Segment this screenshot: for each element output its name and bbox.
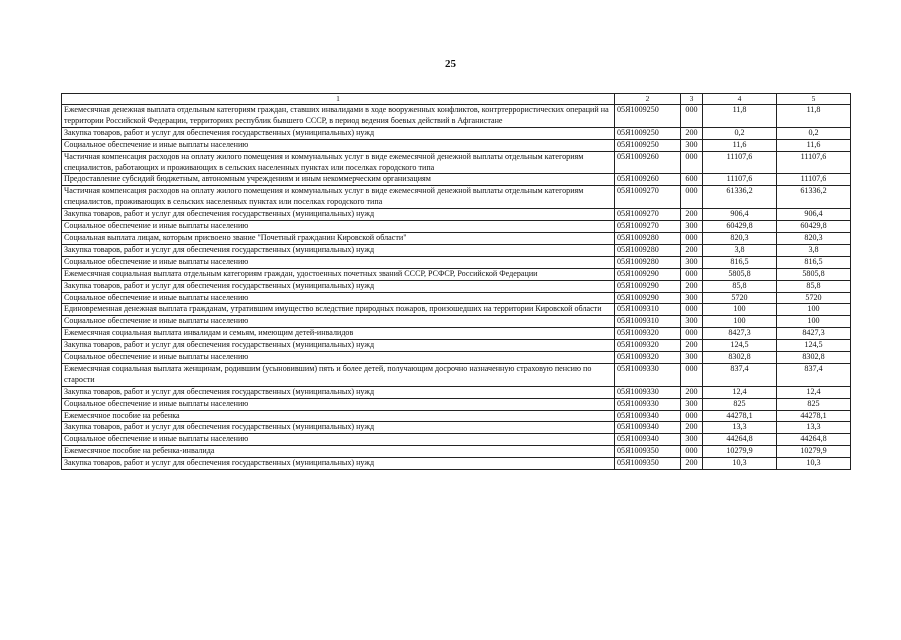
row-code: 05Я1009320 bbox=[615, 328, 681, 340]
row-code: 05Я1009250 bbox=[615, 127, 681, 139]
row-type: 200 bbox=[681, 209, 703, 221]
table-row bbox=[62, 139, 851, 151]
row-value-1: 11107,6 bbox=[703, 151, 777, 174]
row-value-2: 8302,8 bbox=[777, 352, 851, 364]
row-type: 200 bbox=[681, 127, 703, 139]
row-code: 05Я1009310 bbox=[615, 304, 681, 316]
row-name: Социальное обеспечение и иные выплаты населению bbox=[62, 256, 615, 268]
row-value-2: 61336,2 bbox=[777, 186, 851, 209]
row-name: Закупка товаров, работ и услуг для обеспечения государственных (муниципальных) нужд bbox=[62, 340, 615, 352]
row-value-1: 61336,2 bbox=[703, 186, 777, 209]
row-value-2: 13,3 bbox=[777, 422, 851, 434]
row-type: 300 bbox=[681, 139, 703, 151]
row-type: 000 bbox=[681, 304, 703, 316]
row-code: 05Я1009290 bbox=[615, 280, 681, 292]
table-row bbox=[62, 292, 851, 304]
row-value-1: 0,2 bbox=[703, 127, 777, 139]
table-row bbox=[62, 398, 851, 410]
row-value-2: 11107,6 bbox=[777, 174, 851, 186]
row-code: 05Я1009280 bbox=[615, 256, 681, 268]
row-name: Ежемесячное пособие на ребенка-инвалида bbox=[62, 446, 615, 458]
row-code: 05Я1009280 bbox=[615, 232, 681, 244]
row-type: 300 bbox=[681, 316, 703, 328]
table-header-row bbox=[62, 94, 851, 105]
row-value-1: 5805,8 bbox=[703, 268, 777, 280]
row-code: 05Я1009340 bbox=[615, 422, 681, 434]
row-value-2: 837,4 bbox=[777, 363, 851, 386]
row-name: Социальное обеспечение и иные выплаты населению bbox=[62, 398, 615, 410]
row-code: 05Я1009320 bbox=[615, 352, 681, 364]
row-code: 05Я1009350 bbox=[615, 458, 681, 470]
table-row bbox=[62, 328, 851, 340]
row-value-2: 11,8 bbox=[777, 105, 851, 128]
row-value-1: 816,5 bbox=[703, 256, 777, 268]
row-name: Ежемесячная социальная выплата женщинам, родившим (усыновившим) пять и более детей, получающим досрочно назначенную страховую пенсию по старости bbox=[62, 363, 615, 386]
row-value-1: 11,8 bbox=[703, 105, 777, 128]
row-type: 300 bbox=[681, 434, 703, 446]
row-value-2: 3,8 bbox=[777, 244, 851, 256]
row-value-2: 11,6 bbox=[777, 139, 851, 151]
row-code: 05Я1009260 bbox=[615, 174, 681, 186]
row-type: 600 bbox=[681, 174, 703, 186]
row-value-2: 10279,9 bbox=[777, 446, 851, 458]
row-name: Закупка товаров, работ и услуг для обеспечения государственных (муниципальных) нужд bbox=[62, 209, 615, 221]
row-value-1: 906,4 bbox=[703, 209, 777, 221]
row-value-2: 8427,3 bbox=[777, 328, 851, 340]
row-type: 200 bbox=[681, 244, 703, 256]
row-code: 05Я1009290 bbox=[615, 268, 681, 280]
row-name: Закупка товаров, работ и услуг для обеспечения государственных (муниципальных) нужд bbox=[62, 280, 615, 292]
row-code: 05Я1009270 bbox=[615, 221, 681, 233]
header-col-5: 5 bbox=[777, 94, 851, 105]
row-type: 300 bbox=[681, 398, 703, 410]
row-value-1: 100 bbox=[703, 316, 777, 328]
row-value-1: 837,4 bbox=[703, 363, 777, 386]
row-value-1: 124,5 bbox=[703, 340, 777, 352]
row-value-2: 5720 bbox=[777, 292, 851, 304]
row-value-1: 5720 bbox=[703, 292, 777, 304]
row-value-2: 100 bbox=[777, 316, 851, 328]
row-name: Частичная компенсация расходов на оплату жилого помещения и коммунальных услуг в виде ежемесячной денежной выплаты отдельным категориям специалистов, проживающих в сельских населенных пунктах или поселках городского типа bbox=[62, 186, 615, 209]
row-name: Социальное обеспечение и иные выплаты населению bbox=[62, 316, 615, 328]
row-value-2: 60429,8 bbox=[777, 221, 851, 233]
header-col-4: 4 bbox=[703, 94, 777, 105]
row-name: Ежемесячная социальная выплата инвалидам и семьям, имеющим детей-инвалидов bbox=[62, 328, 615, 340]
row-code: 05Я1009310 bbox=[615, 316, 681, 328]
row-value-2: 11107,6 bbox=[777, 151, 851, 174]
row-type: 000 bbox=[681, 151, 703, 174]
row-value-2: 820,3 bbox=[777, 232, 851, 244]
row-value-2: 44278,1 bbox=[777, 410, 851, 422]
row-value-1: 13,3 bbox=[703, 422, 777, 434]
row-value-1: 820,3 bbox=[703, 232, 777, 244]
row-type: 000 bbox=[681, 232, 703, 244]
row-name: Закупка товаров, работ и услуг для обеспечения государственных (муниципальных) нужд bbox=[62, 458, 615, 470]
row-type: 300 bbox=[681, 221, 703, 233]
table-row bbox=[62, 363, 851, 386]
row-code: 05Я1009330 bbox=[615, 363, 681, 386]
table-row bbox=[62, 304, 851, 316]
row-name: Закупка товаров, работ и услуг для обеспечения государственных (муниципальных) нужд bbox=[62, 244, 615, 256]
row-value-1: 85,8 bbox=[703, 280, 777, 292]
row-code: 05Я1009260 bbox=[615, 151, 681, 174]
row-value-2: 124,5 bbox=[777, 340, 851, 352]
row-type: 200 bbox=[681, 386, 703, 398]
row-code: 05Я1009270 bbox=[615, 209, 681, 221]
table-row bbox=[62, 268, 851, 280]
header-col-3: 3 bbox=[681, 94, 703, 105]
table-row bbox=[62, 209, 851, 221]
row-value-1: 60429,8 bbox=[703, 221, 777, 233]
row-type: 000 bbox=[681, 105, 703, 128]
row-type: 200 bbox=[681, 340, 703, 352]
row-name: Социальное обеспечение и иные выплаты населению bbox=[62, 221, 615, 233]
row-type: 200 bbox=[681, 280, 703, 292]
row-value-1: 8302,8 bbox=[703, 352, 777, 364]
row-name: Предоставление субсидий бюджетным, автономным учреждениям и иным некоммерческим организациям bbox=[62, 174, 615, 186]
row-code: 05Я1009290 bbox=[615, 292, 681, 304]
table-row bbox=[62, 151, 851, 174]
row-value-1: 10279,9 bbox=[703, 446, 777, 458]
header-col-1: 1 bbox=[62, 94, 615, 105]
row-type: 000 bbox=[681, 186, 703, 209]
row-code: 05Я1009270 bbox=[615, 186, 681, 209]
row-value-2: 825 bbox=[777, 398, 851, 410]
row-name: Частичная компенсация расходов на оплату жилого помещения и коммунальных услуг в виде ежемесячной денежной выплаты отдельным категориям специалистов, работающих и проживающих в сельских населенных пунктах или поселках городского типа bbox=[62, 151, 615, 174]
row-type: 300 bbox=[681, 256, 703, 268]
row-value-2: 0,2 bbox=[777, 127, 851, 139]
row-name: Ежемесячная денежная выплата отдельным категориям граждан, ставших инвалидами в ходе вооруженных конфликтов, контртеррористических операций на территории Российской Федерации, территориях республик бывшего СССР, в период ведения боевых действий в Афганистане bbox=[62, 105, 615, 128]
table-row bbox=[62, 221, 851, 233]
row-code: 05Я1009320 bbox=[615, 340, 681, 352]
row-name: Ежемесячная социальная выплата отдельным категориям граждан, удостоенных почетных званий СССР, РСФСР, Российской Федерации bbox=[62, 268, 615, 280]
row-code: 05Я1009280 bbox=[615, 244, 681, 256]
row-type: 200 bbox=[681, 422, 703, 434]
row-value-2: 5805,8 bbox=[777, 268, 851, 280]
header-col-2: 2 bbox=[615, 94, 681, 105]
row-name: Социальное обеспечение и иные выплаты населению bbox=[62, 434, 615, 446]
row-name: Социальное обеспечение и иные выплаты населению bbox=[62, 139, 615, 151]
row-value-1: 100 bbox=[703, 304, 777, 316]
row-code: 05Я1009250 bbox=[615, 139, 681, 151]
row-type: 000 bbox=[681, 328, 703, 340]
table-row bbox=[62, 410, 851, 422]
row-type: 300 bbox=[681, 352, 703, 364]
row-code: 05Я1009330 bbox=[615, 386, 681, 398]
row-type: 000 bbox=[681, 363, 703, 386]
row-value-1: 11107,6 bbox=[703, 174, 777, 186]
row-value-2: 85,8 bbox=[777, 280, 851, 292]
row-value-2: 816,5 bbox=[777, 256, 851, 268]
row-name: Социальное обеспечение и иные выплаты населению bbox=[62, 292, 615, 304]
row-name: Закупка товаров, работ и услуг для обеспечения государственных (муниципальных) нужд bbox=[62, 422, 615, 434]
table-row bbox=[62, 186, 851, 209]
budget-table bbox=[61, 93, 851, 470]
row-name: Социальное обеспечение и иные выплаты населению bbox=[62, 352, 615, 364]
row-value-1: 10,3 bbox=[703, 458, 777, 470]
row-type: 300 bbox=[681, 292, 703, 304]
page-number: 25 bbox=[445, 58, 456, 70]
row-value-2: 906,4 bbox=[777, 209, 851, 221]
budget-table-body bbox=[62, 94, 851, 470]
row-value-2: 100 bbox=[777, 304, 851, 316]
row-type: 000 bbox=[681, 410, 703, 422]
row-value-1: 825 bbox=[703, 398, 777, 410]
table-row bbox=[62, 244, 851, 256]
table-row bbox=[62, 446, 851, 458]
row-value-2: 10,3 bbox=[777, 458, 851, 470]
row-value-1: 44278,1 bbox=[703, 410, 777, 422]
table-row bbox=[62, 174, 851, 186]
row-code: 05Я1009340 bbox=[615, 410, 681, 422]
table-row bbox=[62, 127, 851, 139]
row-code: 05Я1009330 bbox=[615, 398, 681, 410]
row-name: Социальная выплата лицам, которым присвоено звание "Почетный гражданин Кировской области" bbox=[62, 232, 615, 244]
row-type: 000 bbox=[681, 268, 703, 280]
row-code: 05Я1009250 bbox=[615, 105, 681, 128]
table-row bbox=[62, 316, 851, 328]
row-name: Ежемесячное пособие на ребенка bbox=[62, 410, 615, 422]
row-type: 000 bbox=[681, 446, 703, 458]
row-code: 05Я1009350 bbox=[615, 446, 681, 458]
table-row bbox=[62, 105, 851, 128]
row-name: Закупка товаров, работ и услуг для обеспечения государственных (муниципальных) нужд bbox=[62, 127, 615, 139]
table-row bbox=[62, 352, 851, 364]
row-value-1: 44264,8 bbox=[703, 434, 777, 446]
row-name: Закупка товаров, работ и услуг для обеспечения государственных (муниципальных) нужд bbox=[62, 386, 615, 398]
row-value-1: 8427,3 bbox=[703, 328, 777, 340]
row-value-2: 12,4 bbox=[777, 386, 851, 398]
table-row bbox=[62, 280, 851, 292]
row-value-1: 11,6 bbox=[703, 139, 777, 151]
row-name: Единовременная денежная выплата гражданам, утратившим имущество вследствие природных пожаров, произошедших на территории Кировской области bbox=[62, 304, 615, 316]
row-value-1: 3,8 bbox=[703, 244, 777, 256]
row-value-1: 12,4 bbox=[703, 386, 777, 398]
row-code: 05Я1009340 bbox=[615, 434, 681, 446]
table-row bbox=[62, 232, 851, 244]
table-row bbox=[62, 422, 851, 434]
row-type: 200 bbox=[681, 458, 703, 470]
table-row bbox=[62, 458, 851, 470]
table-row bbox=[62, 256, 851, 268]
table-row bbox=[62, 340, 851, 352]
row-value-2: 44264,8 bbox=[777, 434, 851, 446]
table-row bbox=[62, 434, 851, 446]
table-row bbox=[62, 386, 851, 398]
